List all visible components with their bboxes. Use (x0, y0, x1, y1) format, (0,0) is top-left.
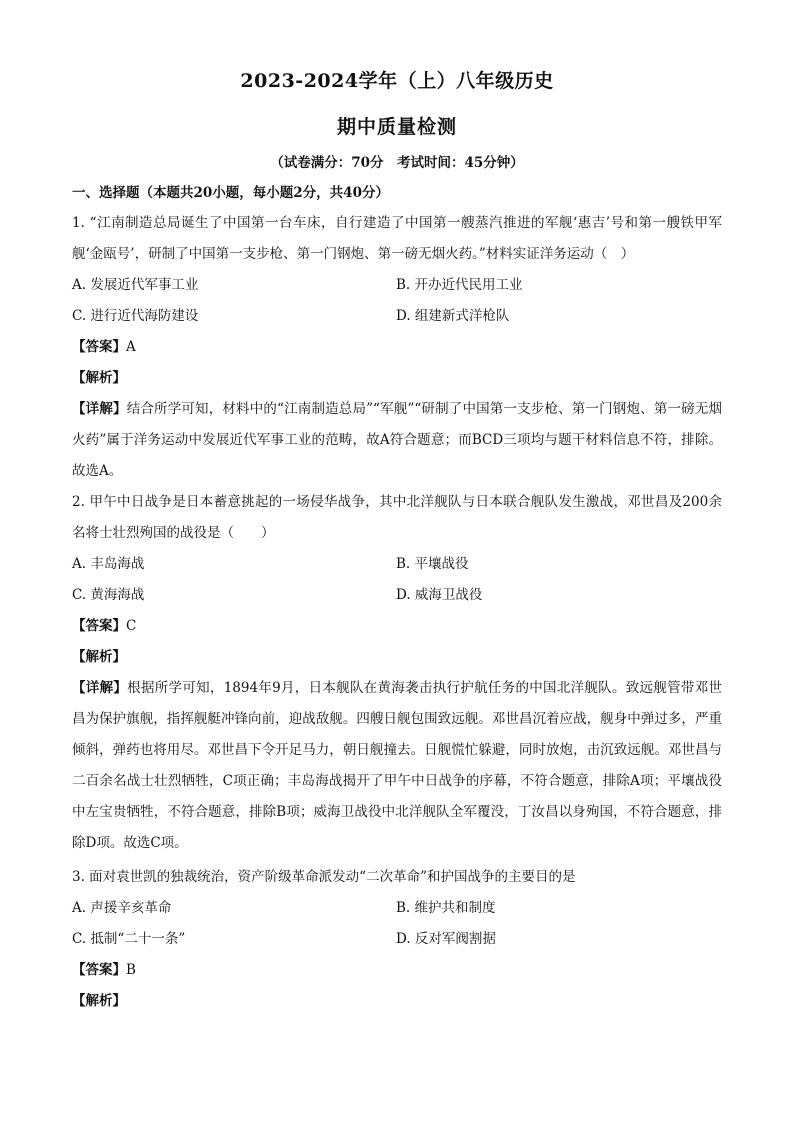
analysis-line (72, 363, 722, 394)
option-c: C. 进行近代海防建设 (72, 308, 199, 324)
detail-paragraph (72, 673, 722, 859)
answer-value: B (126, 962, 136, 978)
analysis-tag: 【解析】 (72, 649, 126, 665)
analysis-line (72, 986, 722, 1017)
detail-paragraph (72, 394, 722, 487)
option-b: B. 开办近代民用工业 (396, 277, 523, 293)
answer-line (72, 332, 722, 363)
detail-tag: 【详解】 (72, 401, 127, 417)
analysis-tag: 【解析】 (72, 993, 126, 1009)
answer-line (72, 955, 722, 986)
question-2 (72, 487, 722, 859)
answer-value: A (126, 339, 136, 355)
detail-text: 结合所学可知，材料中的“江南制造总局”“军舰”“研制了中国第一支步枪、第一门钢炮、第一磅无烟火药”属于洋务运动中发展近代军事工业的范畴，故A符合题意；而BCD三项均与题干材料信息不符，排除。故选A。 (72, 401, 722, 479)
option-row (72, 301, 722, 332)
question-1 (72, 208, 722, 487)
option-b: B. 平壤战役 (396, 556, 469, 572)
option-a: A. 发展近代军事工业 (72, 277, 199, 293)
option-d: D. 威海卫战役 (396, 587, 483, 603)
option-b: B. 维护共和制度 (396, 900, 496, 916)
exam-info: （试卷满分：70分 考试时间：45分钟） (270, 155, 524, 171)
option-a: A. 丰岛海战 (72, 556, 145, 572)
detail-text: 根据所学可知，1894年9月，日本舰队在黄海袭击执行护航任务的中国北洋舰队。致远舰管带邓世昌为保护旗舰，指挥舰艇冲锋向前，迎战敌舰。四艘日舰包围致远舰。邓世昌沉着应战，舰身中弹过多，严重倾斜，弹药也将用尽。邓世昌下令开足马力，朝日舰撞去。日舰慌忙躲避，同时放炮，击沉致远舰。邓世昌与二百余名战士壮烈牺牲，C项正确；丰岛海战揭开了甲午中日战争的序幕，不符合题意，排除A项；平壤战役中左宝贵牺牲，不符合题意，排除B项；威海卫战役中北洋舰队全军覆没，丁汝昌以身殉国，不符合题意，排除D项。故选C项。 (72, 680, 723, 851)
section-heading: 一、选择题（本题共20小题，每小题2分，共40分） (72, 185, 389, 201)
question-3 (72, 862, 722, 1017)
option-d: D. 组建新式洋枪队 (396, 308, 510, 324)
analysis-tag: 【解析】 (72, 370, 126, 386)
exam-title: 2023-2024学年（上）八年级历史 (240, 70, 554, 92)
answer-tag: 【答案】 (72, 339, 126, 355)
answer-tag: 【答案】 (72, 962, 126, 978)
option-row (72, 549, 722, 580)
option-row (72, 924, 722, 955)
answer-line (72, 611, 722, 642)
option-row (72, 893, 722, 924)
option-c: C. 抵制“二十一条” (72, 931, 186, 947)
answer-tag: 【答案】 (72, 618, 126, 634)
exam-subtitle: 期中质量检测 (336, 116, 457, 138)
option-row (72, 580, 722, 611)
question-stem: 2. 甲午中日战争是日本蓄意挑起的一场侵华战争，其中北洋舰队与日本联合舰队发生激战，邓世昌及200余名将士壮烈殉国的战役是（ ） (72, 494, 722, 541)
question-stem: 3. 面对袁世凯的独裁统治，资产阶级革命派发动“二次革命”和护国战争的主要目的是 (72, 869, 576, 885)
option-c: C. 黄海海战 (72, 587, 145, 603)
detail-tag: 【详解】 (72, 680, 128, 696)
option-a: A. 声援辛亥革命 (72, 900, 172, 916)
option-d: D. 反对军阀割据 (396, 931, 496, 947)
analysis-line (72, 642, 722, 673)
question-stem: 1. “江南制造总局诞生了中国第一台车床，自行建造了中国第一艘蒸汽推进的军舰‘惠吉’号和第一艘铁甲军舰‘金瓯号’，研制了中国第一支步枪、第一门钢炮、第一磅无烟火药。”材料实证洋务运动（ ） (72, 215, 722, 262)
answer-value: C (126, 618, 137, 634)
option-row (72, 270, 722, 301)
